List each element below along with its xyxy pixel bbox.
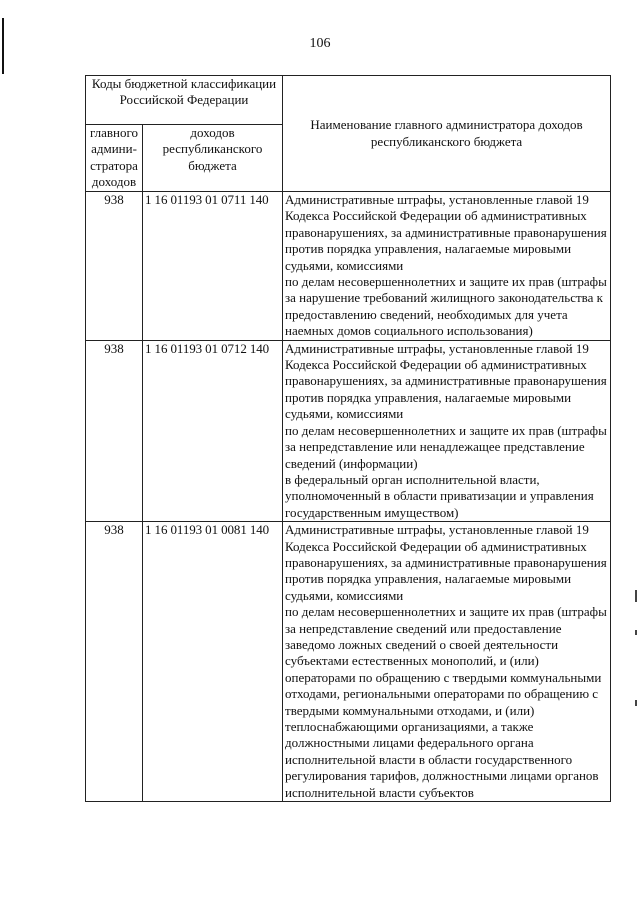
scan-edge-mark [635,700,637,706]
header-administrator-name: Наименование главного администратора доходов республиканского бюджета [283,76,611,192]
table-row [86,340,611,521]
header-budget-codes: Коды бюджетной классификации Российской Федерации [86,76,283,125]
income-code-cell: 1 16 01193 01 0711 140 [143,192,283,341]
income-code-cell: 1 16 01193 01 0712 140 [143,340,283,521]
admin-code-cell: 938 [86,340,143,521]
table-row [86,192,611,341]
admin-code-cell: 938 [86,522,143,802]
description-cell: Административные штрафы, установленные главой 19 Кодекса Российской Федерации об административных правонарушениях, за административные правонарушения против порядка управления, налагаемые мировыми судьями, комиссиями по делам несовершеннолетних и защите их прав (штрафы за непредставление или ненадлежащее представление сведений (информации) в федеральный орган исполнительной власти, уполномоченный в области приватизации и управления государственным имуществом) [283,340,611,521]
scan-edge-mark [635,590,637,602]
budget-classification-table [85,75,611,802]
admin-code-cell: 938 [86,192,143,341]
income-code-cell: 1 16 01193 01 0081 140 [143,522,283,802]
header-income-code: доходов республиканского бюджета [143,125,283,192]
header-admin-code: главного админи-стратора доходов [86,125,143,192]
page-number: 106 [309,36,331,51]
table-row [86,522,611,802]
table-header-row [86,76,611,125]
description-cell: Административные штрафы, установленные главой 19 Кодекса Российской Федерации об административных правонарушениях, за административные правонарушения против порядка управления, налагаемые мировыми судьями, комиссиями по делам несовершеннолетних и защите их прав (штрафы за непредставление сведений или предоставление заведомо ложных сведений о своей деятельности субъектами естественных монополий, и (или) операторами по обращению с твердыми коммунальными отходами, региональными операторами по обращению с твердыми коммунальными отходами, и (или) теплоснабжающими организациями, а также должностными лицами федерального органа исполнительной власти в области государственного регулирования тарифов, должностными лицами органов исполнительной власти субъектов [283,522,611,802]
description-cell: Административные штрафы, установленные главой 19 Кодекса Российской Федерации об административных правонарушениях, за административные правонарушения против порядка управления, налагаемые мировыми судьями, комиссиями по делам несовершеннолетних и защите их прав (штрафы за нарушение требований жилищного законодательства к предоставлению сведений, необходимых для учета наемных домов социального использования) [283,192,611,341]
scan-edge-mark [635,630,637,635]
